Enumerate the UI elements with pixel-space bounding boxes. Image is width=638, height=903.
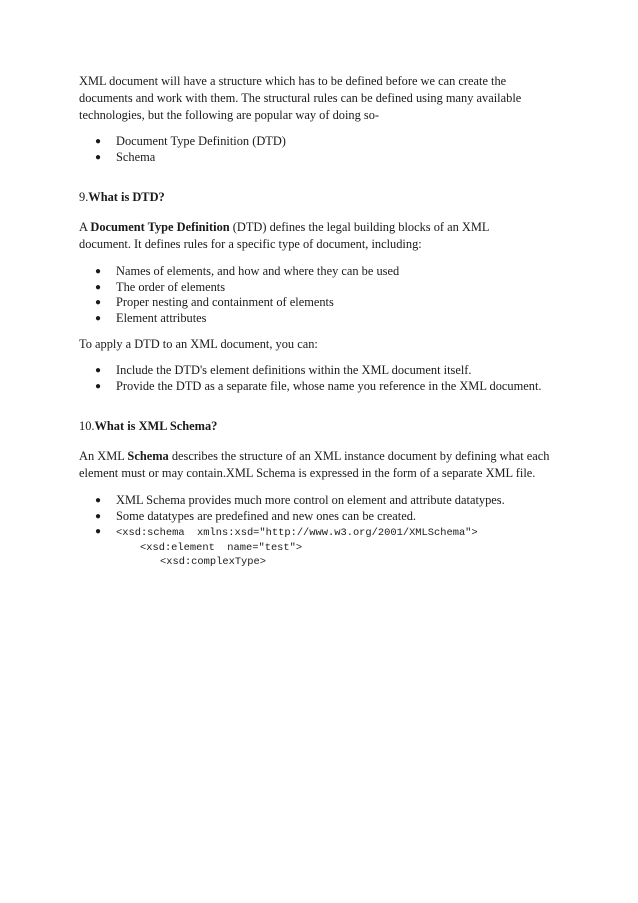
section-heading-xml-schema [79, 418, 569, 435]
list-item: ● Include the DTD's element definitions within the XML document itself. [95, 363, 472, 377]
section-title: What is XML Schema? [94, 419, 218, 433]
bullet-icon: ● [95, 266, 102, 277]
list-item: ● Document Type Definition (DTD) [95, 134, 286, 148]
list-item [79, 524, 569, 541]
code-block [79, 541, 569, 570]
bullet-icon: ● [95, 380, 102, 392]
list-item: ● Schema [95, 149, 156, 164]
list-item: ● XML Schema provides much more control on element and attribute datatypes. [95, 493, 505, 507]
list-item: ● Provide the DTD as a separate file, whose name you reference in the XML document. [95, 378, 542, 393]
bullet-icon: ● [95, 495, 102, 506]
bullet-icon: ● [95, 297, 102, 308]
document-page [79, 73, 569, 570]
list-item: ● The order of elements [95, 279, 226, 294]
intro-paragraph: XML document will have a structure which has to be defined before we can create the documents and work with them. The structural rules can be defined using many available technologies, but the following are popular way of doing so- [79, 74, 522, 122]
code-line: <xsd:schema xmlns:xsd="http://www.w3.org/2001/XMLSchema"> [116, 527, 478, 539]
bullet-icon: ● [95, 526, 102, 537]
schema-list [79, 493, 569, 541]
bullet-icon: ● [95, 312, 102, 324]
code-line: <xsd:complexType> [160, 556, 267, 568]
dtd-apply-list [79, 363, 569, 394]
section-heading-dtd [79, 189, 569, 206]
dtd-apply-paragraph: To apply a DTD to an XML document, you can: [79, 337, 318, 351]
dtd-paragraph: A Document Type Definition (DTD) defines the legal building blocks of an XML document. It defines rules for a specific type of document, including: [79, 220, 489, 251]
bullet-icon: ● [95, 151, 102, 163]
intro-list [79, 134, 569, 165]
section-number: 9. [79, 190, 89, 204]
list-item: ● Element attributes [95, 310, 207, 325]
section-title: What is DTD? [88, 190, 165, 204]
dtd-list [79, 264, 569, 326]
schema-paragraph: An XML Schema describes the structure of an XML instance document by defining what each element must or may contain.XML Schema is expressed in the form of a separate XML file. [79, 449, 550, 480]
bullet-icon: ● [95, 510, 102, 522]
code-line: <xsd:element name="test"> [140, 541, 303, 554]
list-item: ● Names of elements, and how and where they can be used [95, 264, 400, 278]
section-number: 10. [79, 419, 95, 433]
list-item: ● Proper nesting and containment of elements [95, 295, 334, 309]
bullet-icon: ● [95, 136, 102, 147]
bullet-icon: ● [95, 365, 102, 376]
list-item: ● Some datatypes are predefined and new ones can be created. [95, 508, 416, 523]
bullet-icon: ● [95, 281, 102, 293]
